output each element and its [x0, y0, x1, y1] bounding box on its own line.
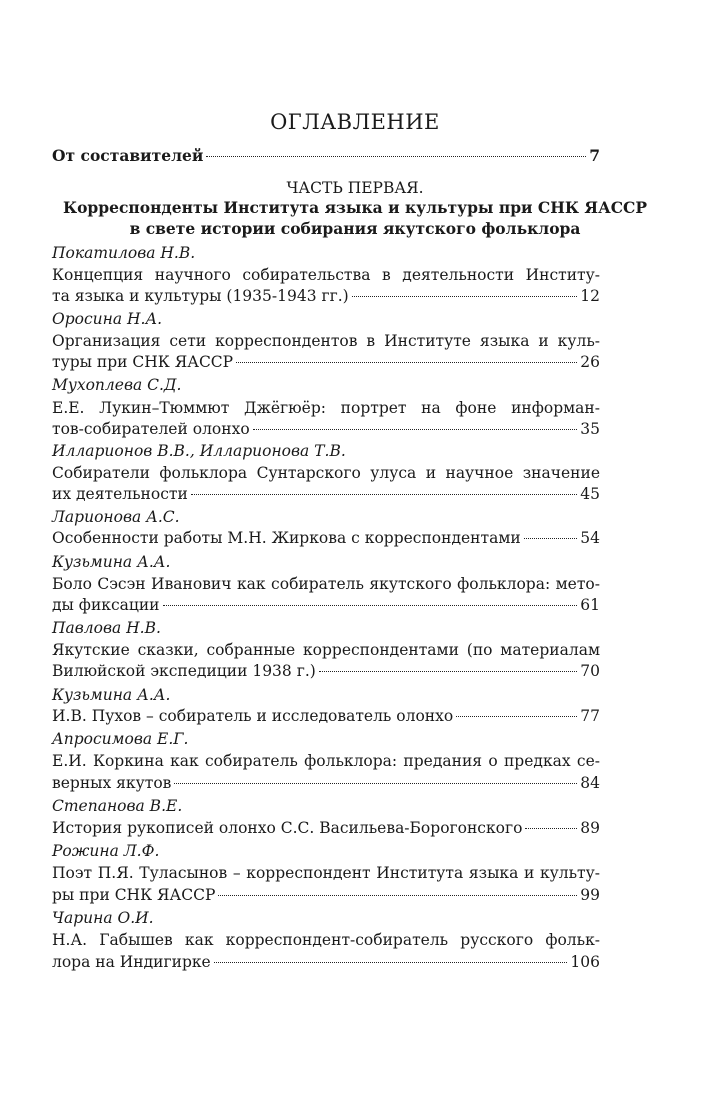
part-heading: ЧАСТЬ ПЕРВАЯ.: [286, 179, 424, 197]
entry-title: История рукописей олонхо С.С. Васильева-Борогонского: [52, 819, 523, 837]
entry-author: Оросина Н.А.: [52, 310, 163, 328]
toc-entry-5[interactable]: [52, 528, 600, 548]
entry-author: Ларионова А.С.: [52, 508, 180, 526]
toc-title: ОГЛАВЛЕНИЕ: [270, 110, 440, 134]
toc-entry-10[interactable]: [52, 818, 600, 838]
page-number: 106: [570, 953, 600, 971]
entry-title: верных якутов: [52, 774, 172, 792]
toc-entry-4[interactable]: [52, 484, 600, 504]
dot-leader: [524, 538, 578, 539]
entry-author: Степанова В.Е.: [52, 797, 183, 815]
toc-entry-9[interactable]: [52, 773, 600, 793]
page-number: 99: [580, 886, 600, 904]
entry-title-line[interactable]: Н.А. Габышев как корреспондент-собиратель русского фольк-: [52, 931, 600, 949]
dot-leader: [456, 716, 577, 717]
entry-title: тов-собирателей олонхо: [52, 420, 250, 438]
entry-author: Покатилова Н.В.: [52, 244, 196, 262]
dot-leader: [319, 671, 577, 672]
entry-title: И.В. Пухов – собиратель и исследователь олонхо: [52, 707, 454, 725]
toc-entry-8[interactable]: [52, 706, 600, 726]
page-number: 54: [580, 529, 600, 547]
entry-author: Рожина Л.Ф.: [52, 842, 160, 860]
page-number: 77: [580, 707, 600, 725]
entry-title-line[interactable]: Е.Е. Лукин–Тюммют Джёгюёр: портрет на фоне информан-: [52, 399, 600, 417]
entry-title-line[interactable]: Собиратели фольклора Сунтарского улуса и научное значение: [52, 464, 600, 482]
page-number: 26: [580, 353, 600, 371]
toc-entry-2[interactable]: [52, 352, 600, 372]
toc-entry-11[interactable]: [52, 885, 600, 905]
entry-title: лора на Индигирке: [52, 953, 211, 971]
dot-leader: [352, 296, 578, 297]
entry-title: туры при СНК ЯАССР: [52, 353, 234, 371]
toc-entry-3[interactable]: [52, 419, 600, 439]
entry-author: Мухоплева С.Д.: [52, 376, 182, 394]
page-number: 45: [580, 485, 600, 503]
part-subtitle-2: в свете истории собирания якутского фольклора: [129, 219, 581, 238]
entry-title: ды фиксации: [52, 596, 160, 614]
dot-leader: [206, 156, 586, 157]
entry-author: Илларионов В.В., Илларионова Т.В.: [52, 442, 346, 460]
entry-author: Апросимова Е.Г.: [52, 730, 189, 748]
page-number: 7: [589, 146, 600, 165]
page-number: 84: [580, 774, 600, 792]
page-number: 70: [580, 662, 600, 680]
entry-title: От составителей: [52, 146, 204, 165]
toc-entry-6[interactable]: [52, 595, 600, 615]
dot-leader: [525, 828, 577, 829]
toc-entry-12[interactable]: [52, 952, 600, 972]
page-number: 89: [580, 819, 600, 837]
page-number: 35: [580, 420, 600, 438]
entry-title-line[interactable]: Е.И. Коркина как собиратель фольклора: предания о предках се-: [52, 752, 600, 770]
entry-title-line[interactable]: Якутские сказки, собранные корреспондентами (по материалам: [52, 641, 600, 659]
entry-title-line[interactable]: Концепция научного собирательства в деятельности Институ-: [52, 266, 600, 284]
page-number: 12: [580, 287, 600, 305]
entry-title: та языка и культуры (1935-1943 гг.): [52, 287, 349, 305]
toc-entry-preface[interactable]: [52, 146, 600, 166]
entry-title: Вилюйской экспедиции 1938 г.): [52, 662, 316, 680]
part-subtitle-1: Корреспонденты Института языка и культуры при СНК ЯАССР: [62, 198, 648, 217]
toc-entry-7[interactable]: [52, 661, 600, 681]
entry-title-line[interactable]: Боло Сэсэн Иванович как собиратель якутского фольклора: мето-: [52, 575, 600, 593]
entry-author: Чарина О.И.: [52, 909, 154, 927]
toc-entry-1[interactable]: [52, 286, 600, 306]
dot-leader: [236, 362, 577, 363]
entry-title: Особенности работы М.Н. Жиркова с корреспондентами: [52, 529, 521, 547]
dot-leader: [191, 494, 577, 495]
entry-author: Кузьмина А.А.: [52, 553, 171, 571]
entry-title-line[interactable]: Организация сети корреспондентов в Институте языка и куль-: [52, 332, 600, 350]
entry-title: их деятельности: [52, 485, 188, 503]
dot-leader: [214, 962, 568, 963]
entry-author: Павлова Н.В.: [52, 619, 161, 637]
dot-leader: [218, 895, 577, 896]
dot-leader: [163, 605, 578, 606]
entry-title-line[interactable]: Поэт П.Я. Туласынов – корреспондент Института языка и культу-: [52, 864, 600, 882]
dot-leader: [174, 783, 577, 784]
entry-author: Кузьмина А.А.: [52, 686, 171, 704]
dot-leader: [253, 429, 578, 430]
page-number: 61: [580, 596, 600, 614]
entry-title: ры при СНК ЯАССР: [52, 886, 216, 904]
